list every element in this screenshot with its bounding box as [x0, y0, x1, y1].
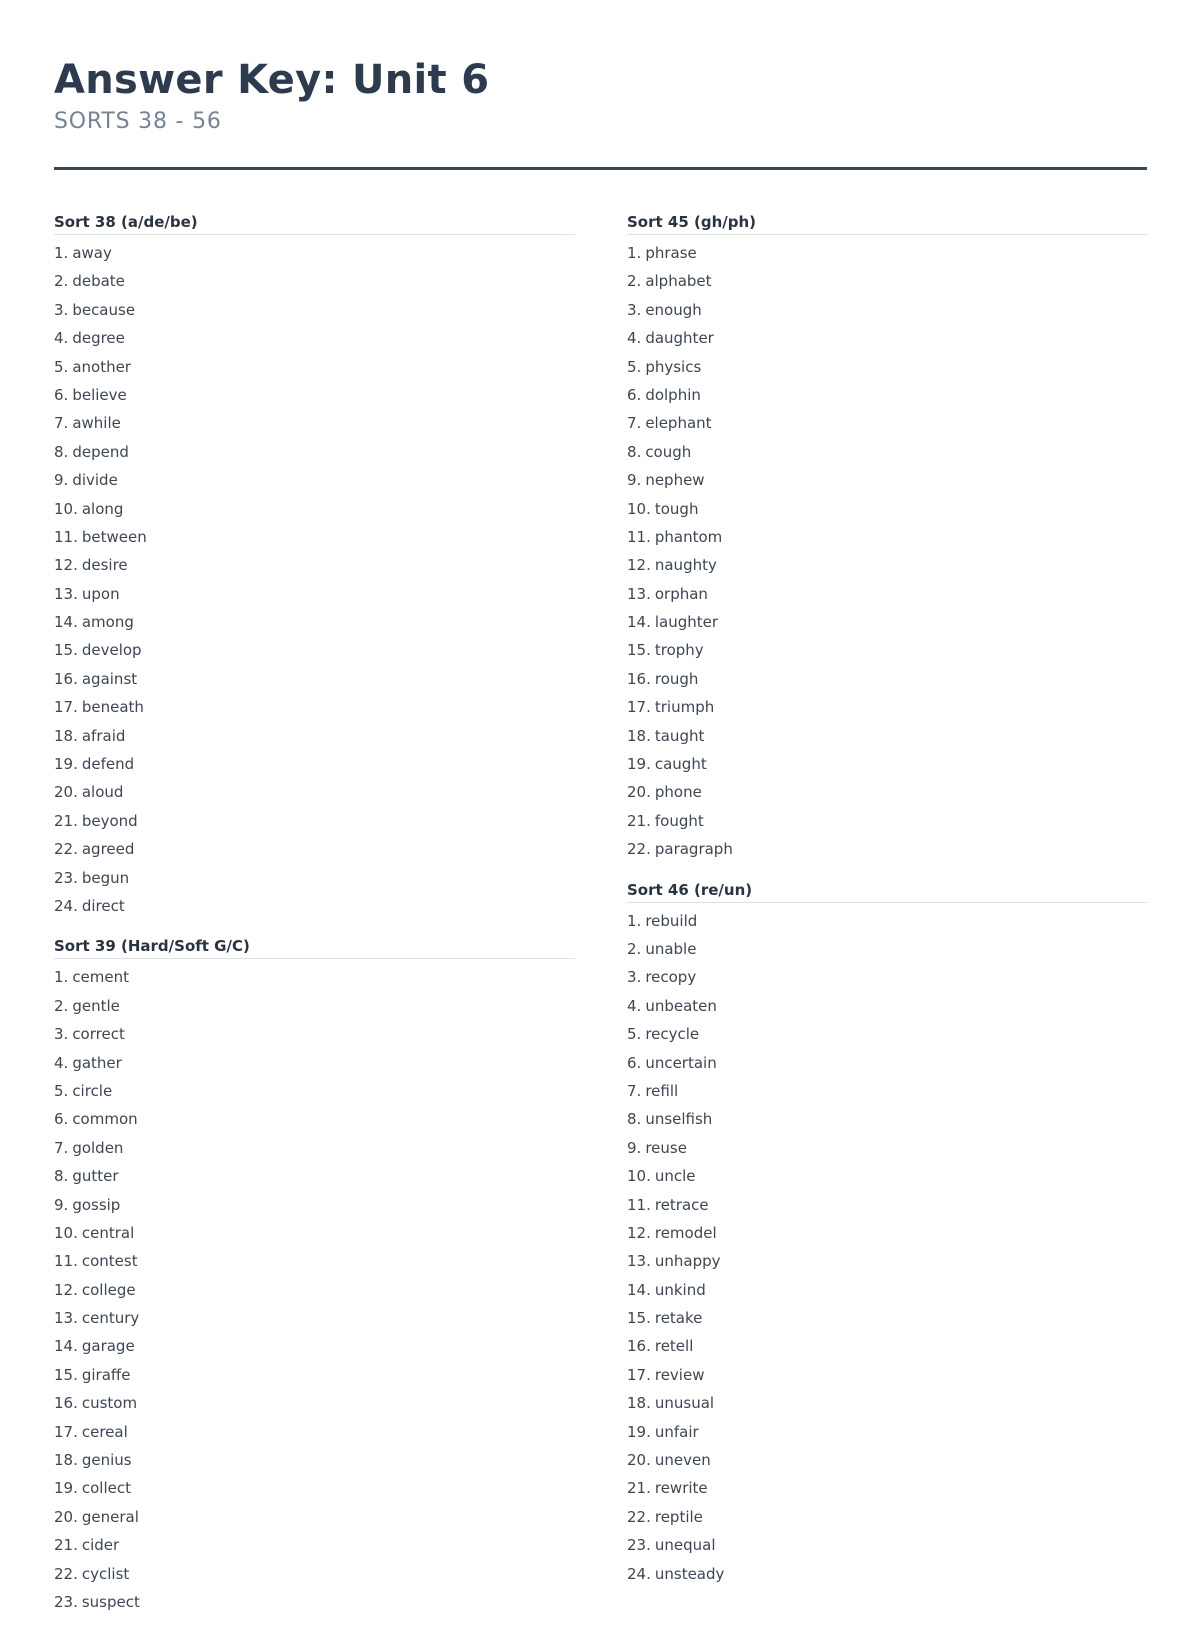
item-word: defend — [81, 755, 135, 774]
item-word: contest — [81, 1252, 138, 1271]
item-word: gossip — [72, 1195, 121, 1214]
item-word: triumph — [654, 698, 715, 717]
item-number: 10. — [54, 499, 78, 518]
list-item — [627, 239, 1148, 267]
header-divider — [54, 167, 1147, 170]
item-word: another — [72, 357, 131, 376]
item-number: 7. — [54, 414, 69, 433]
list-item — [627, 324, 1148, 352]
item-word: believe — [72, 385, 127, 404]
list-item — [627, 1446, 1148, 1474]
answer-key-page — [54, 0, 1147, 1611]
sort-heading: Sort 46 (re/un) — [627, 878, 1148, 903]
item-number: 19. — [627, 1422, 651, 1441]
item-word: rewrite — [654, 1479, 708, 1498]
item-number: 14. — [627, 613, 651, 632]
item-word: common — [72, 1110, 138, 1129]
item-word: gutter — [72, 1167, 119, 1186]
item-number: 13. — [627, 1252, 651, 1271]
item-number: 13. — [54, 584, 78, 603]
list-item — [627, 1020, 1148, 1048]
page-subtitle: SORTS 38 - 56 — [54, 109, 222, 134]
list-item — [54, 807, 575, 835]
list-item — [54, 580, 575, 608]
list-item — [54, 665, 575, 693]
item-word: degree — [72, 329, 125, 348]
item-number: 13. — [54, 1309, 78, 1328]
list-item — [54, 1247, 575, 1275]
item-number: 12. — [54, 1280, 78, 1299]
list-item — [627, 1418, 1148, 1446]
list-item — [627, 636, 1148, 664]
item-word: unhappy — [654, 1252, 721, 1271]
item-number: 22. — [627, 1507, 651, 1526]
item-word: gather — [72, 1053, 122, 1072]
list-item — [54, 1474, 575, 1502]
list-item — [627, 409, 1148, 437]
item-word: upon — [81, 584, 120, 603]
item-word: beneath — [81, 698, 144, 717]
item-word: custom — [81, 1394, 138, 1413]
item-word: debate — [72, 272, 125, 291]
item-number: 11. — [54, 527, 78, 546]
list-item — [54, 239, 575, 267]
item-word: beyond — [81, 811, 138, 830]
item-word: caught — [654, 755, 707, 774]
item-word: develop — [81, 641, 142, 660]
list-item — [54, 466, 575, 494]
item-word: general — [81, 1507, 139, 1526]
item-number: 22. — [54, 840, 78, 859]
item-number: 16. — [54, 1394, 78, 1413]
list-item — [627, 353, 1148, 381]
item-number: 18. — [627, 1394, 651, 1413]
item-number: 1. — [54, 244, 69, 262]
list-item — [54, 267, 575, 295]
list-item — [627, 778, 1148, 806]
list-item — [627, 907, 1148, 935]
item-word: recycle — [645, 1025, 700, 1044]
item-number: 15. — [54, 1365, 78, 1384]
item-number: 22. — [54, 1564, 78, 1583]
item-number: 16. — [627, 669, 651, 688]
list-item — [54, 1049, 575, 1077]
item-number: 6. — [54, 1110, 69, 1129]
left-column — [54, 210, 575, 1630]
list-item — [54, 324, 575, 352]
item-number: 24. — [627, 1564, 651, 1583]
item-number: 10. — [54, 1223, 78, 1242]
list-item — [627, 551, 1148, 579]
item-number: 8. — [54, 442, 69, 461]
item-word: gentle — [72, 996, 120, 1015]
list-item — [627, 1162, 1148, 1190]
list-item — [627, 722, 1148, 750]
item-word: afraid — [81, 726, 126, 745]
list-item — [54, 608, 575, 636]
list-item — [54, 992, 575, 1020]
item-word: review — [654, 1365, 705, 1384]
item-number: 4. — [627, 996, 642, 1015]
list-item — [54, 438, 575, 466]
item-word: against — [81, 669, 138, 688]
item-word: physics — [645, 357, 702, 376]
list-item — [627, 1304, 1148, 1332]
item-number: 20. — [54, 1507, 78, 1526]
item-word: away — [72, 244, 112, 262]
item-number: 2. — [54, 272, 69, 291]
list-item — [627, 267, 1148, 295]
item-number: 18. — [627, 726, 651, 745]
list-item — [54, 1162, 575, 1190]
item-word: laughter — [654, 613, 719, 632]
list-item — [627, 1077, 1148, 1105]
item-word: retrace — [654, 1195, 709, 1214]
item-word: phrase — [645, 244, 697, 262]
item-number: 12. — [627, 1223, 651, 1242]
item-number: 4. — [54, 1053, 69, 1072]
item-number: 5. — [54, 357, 69, 376]
item-number: 22. — [627, 840, 651, 859]
list-item — [54, 1503, 575, 1531]
item-word: paragraph — [654, 840, 733, 859]
item-number: 23. — [54, 868, 78, 887]
item-word: uneven — [654, 1451, 711, 1470]
list-item — [627, 835, 1148, 863]
list-item — [627, 935, 1148, 963]
item-word: unsteady — [654, 1564, 725, 1583]
list-item — [54, 381, 575, 409]
item-word: along — [81, 499, 124, 518]
item-number: 19. — [54, 755, 78, 774]
item-word: tough — [654, 499, 699, 518]
item-number: 20. — [627, 1451, 651, 1470]
item-number: 21. — [54, 811, 78, 830]
list-item — [54, 963, 575, 991]
item-number: 16. — [54, 669, 78, 688]
item-word: circle — [72, 1081, 113, 1100]
item-number: 5. — [54, 1081, 69, 1100]
item-number: 1. — [54, 968, 69, 987]
page-title: Answer Key: Unit 6 — [54, 57, 490, 103]
item-word: unfair — [654, 1422, 699, 1441]
list-item — [54, 1219, 575, 1247]
item-word: divide — [72, 471, 118, 490]
list-item — [627, 1247, 1148, 1275]
item-word: depend — [72, 442, 129, 461]
item-number: 8. — [627, 1110, 642, 1129]
item-number: 24. — [54, 896, 78, 915]
list-item — [54, 835, 575, 863]
item-word: aloud — [81, 783, 124, 802]
item-word: rebuild — [645, 911, 698, 930]
list-item — [54, 1191, 575, 1219]
list-item — [627, 296, 1148, 324]
list-item — [54, 1020, 575, 1048]
item-word: unkind — [654, 1280, 706, 1299]
item-number: 11. — [627, 527, 651, 546]
item-number: 15. — [627, 641, 651, 660]
item-word: reuse — [645, 1138, 687, 1157]
list-item — [627, 1134, 1148, 1162]
item-number: 2. — [627, 939, 642, 958]
list-item — [627, 1560, 1148, 1588]
list-item — [627, 523, 1148, 551]
sort-heading: Sort 39 (Hard/Soft G/C) — [54, 934, 575, 959]
item-word: awhile — [72, 414, 121, 433]
item-number: 5. — [627, 1025, 642, 1044]
item-number: 13. — [627, 584, 651, 603]
item-word: unusual — [654, 1394, 715, 1413]
list-item — [54, 778, 575, 806]
item-word: century — [81, 1309, 140, 1328]
sort-section — [54, 210, 575, 920]
word-list — [54, 959, 575, 1616]
word-list — [54, 235, 575, 920]
list-item — [627, 1219, 1148, 1247]
list-item — [627, 750, 1148, 778]
list-item — [54, 1077, 575, 1105]
list-item — [54, 1276, 575, 1304]
item-word: between — [81, 527, 147, 546]
item-number: 9. — [54, 471, 69, 490]
list-item — [627, 495, 1148, 523]
item-word: alphabet — [645, 272, 712, 291]
item-word: remodel — [654, 1223, 717, 1242]
item-word: correct — [72, 1025, 125, 1044]
list-item — [54, 864, 575, 892]
item-word: cider — [81, 1536, 120, 1555]
item-number: 12. — [627, 556, 651, 575]
item-word: retake — [654, 1309, 703, 1328]
list-item — [627, 807, 1148, 835]
sort-heading: Sort 45 (gh/ph) — [627, 210, 1148, 235]
item-word: unequal — [654, 1536, 716, 1555]
list-item — [54, 1588, 575, 1616]
item-number: 10. — [627, 1167, 651, 1186]
item-number: 3. — [627, 968, 642, 987]
list-item — [627, 665, 1148, 693]
item-word: desire — [81, 556, 128, 575]
list-item — [627, 1276, 1148, 1304]
list-item — [54, 551, 575, 579]
item-word: phone — [654, 783, 702, 802]
item-word: cough — [645, 442, 692, 461]
item-number: 4. — [54, 329, 69, 348]
item-number: 6. — [54, 385, 69, 404]
item-number: 11. — [627, 1195, 651, 1214]
item-number: 20. — [627, 783, 651, 802]
item-number: 14. — [627, 1280, 651, 1299]
item-word: uncle — [654, 1167, 696, 1186]
item-word: because — [72, 300, 136, 319]
item-number: 6. — [627, 385, 642, 404]
list-item — [627, 992, 1148, 1020]
item-word: fought — [654, 811, 704, 830]
item-number: 3. — [54, 300, 69, 319]
item-word: enough — [645, 300, 702, 319]
list-item — [54, 495, 575, 523]
item-number: 5. — [627, 357, 642, 376]
item-word: suspect — [81, 1592, 140, 1611]
item-number: 15. — [54, 641, 78, 660]
item-number: 1. — [627, 244, 642, 262]
item-number: 23. — [54, 1592, 78, 1611]
item-word: nephew — [645, 471, 705, 490]
item-word: uncertain — [645, 1053, 717, 1072]
sort-section — [54, 934, 575, 1616]
list-item — [627, 466, 1148, 494]
list-item — [627, 693, 1148, 721]
item-number: 18. — [54, 726, 78, 745]
item-word: college — [81, 1280, 136, 1299]
item-number: 7. — [54, 1138, 69, 1157]
item-number: 9. — [627, 1138, 642, 1157]
item-number: 6. — [627, 1053, 642, 1072]
list-item — [54, 750, 575, 778]
list-item — [54, 1361, 575, 1389]
item-number: 21. — [627, 811, 651, 830]
item-number: 9. — [54, 1195, 69, 1214]
item-number: 21. — [627, 1479, 651, 1498]
list-item — [627, 963, 1148, 991]
item-word: cyclist — [81, 1564, 130, 1583]
item-number: 7. — [627, 414, 642, 433]
item-number: 9. — [627, 471, 642, 490]
list-item — [54, 1560, 575, 1588]
item-word: orphan — [654, 584, 708, 603]
list-item — [54, 353, 575, 381]
item-number: 21. — [54, 1536, 78, 1555]
item-number: 17. — [627, 1365, 651, 1384]
sort-section — [627, 210, 1148, 864]
list-item — [54, 722, 575, 750]
item-word: daughter — [645, 329, 714, 348]
item-word: reptile — [654, 1507, 703, 1526]
list-item — [54, 296, 575, 324]
item-word: among — [81, 613, 134, 632]
item-word: unselfish — [645, 1110, 713, 1129]
list-item — [627, 608, 1148, 636]
right-column — [627, 210, 1148, 1602]
item-word: unable — [645, 939, 697, 958]
item-word: giraffe — [81, 1365, 131, 1384]
item-word: garage — [81, 1337, 135, 1356]
list-item — [54, 636, 575, 664]
item-number: 19. — [54, 1479, 78, 1498]
item-number: 11. — [54, 1252, 78, 1271]
list-item — [627, 1361, 1148, 1389]
item-number: 18. — [54, 1451, 78, 1470]
item-number: 4. — [627, 329, 642, 348]
item-number: 7. — [627, 1081, 642, 1100]
item-number: 17. — [627, 698, 651, 717]
item-word: dolphin — [645, 385, 701, 404]
item-number: 3. — [54, 1025, 69, 1044]
item-word: cement — [72, 968, 130, 987]
item-word: golden — [72, 1138, 124, 1157]
item-number: 19. — [627, 755, 651, 774]
item-word: central — [81, 1223, 135, 1242]
item-word: refill — [645, 1081, 679, 1100]
list-item — [627, 1105, 1148, 1133]
item-number: 2. — [627, 272, 642, 291]
item-number: 14. — [54, 1337, 78, 1356]
item-word: recopy — [645, 968, 697, 987]
list-item — [627, 1389, 1148, 1417]
item-number: 17. — [54, 698, 78, 717]
list-item — [627, 438, 1148, 466]
item-number: 12. — [54, 556, 78, 575]
list-item — [54, 892, 575, 920]
list-item — [54, 409, 575, 437]
item-number: 3. — [627, 300, 642, 319]
item-word: elephant — [645, 414, 712, 433]
list-item — [54, 1134, 575, 1162]
item-word: direct — [81, 896, 125, 915]
item-number: 8. — [627, 442, 642, 461]
list-item — [627, 1191, 1148, 1219]
item-word: rough — [654, 669, 699, 688]
sort-heading: Sort 38 (a/de/be) — [54, 210, 575, 235]
list-item — [54, 1389, 575, 1417]
item-word: collect — [81, 1479, 131, 1498]
list-item — [54, 1446, 575, 1474]
list-item — [54, 1105, 575, 1133]
word-list — [627, 235, 1148, 864]
item-word: taught — [654, 726, 705, 745]
item-number: 15. — [627, 1309, 651, 1328]
item-number: 16. — [627, 1337, 651, 1356]
item-word: retell — [654, 1337, 694, 1356]
item-number: 10. — [627, 499, 651, 518]
item-word: agreed — [81, 840, 135, 859]
item-number: 1. — [627, 911, 642, 930]
item-word: phantom — [654, 527, 723, 546]
list-item — [627, 1049, 1148, 1077]
sort-section — [627, 878, 1148, 1588]
list-item — [54, 523, 575, 551]
list-item — [54, 1531, 575, 1559]
list-item — [627, 580, 1148, 608]
item-word: unbeaten — [645, 996, 717, 1015]
item-number: 23. — [627, 1536, 651, 1555]
word-list — [627, 903, 1148, 1588]
list-item — [627, 1503, 1148, 1531]
item-number: 14. — [54, 613, 78, 632]
list-item — [54, 1418, 575, 1446]
list-item — [54, 693, 575, 721]
list-item — [54, 1332, 575, 1360]
list-item — [54, 1304, 575, 1332]
item-word: trophy — [654, 641, 704, 660]
item-word: genius — [81, 1451, 132, 1470]
item-number: 17. — [54, 1422, 78, 1441]
list-item — [627, 1332, 1148, 1360]
item-word: begun — [81, 868, 130, 887]
item-number: 8. — [54, 1167, 69, 1186]
item-number: 2. — [54, 996, 69, 1015]
item-word: cereal — [81, 1422, 128, 1441]
list-item — [627, 381, 1148, 409]
list-item — [627, 1531, 1148, 1559]
list-item — [627, 1474, 1148, 1502]
item-number: 20. — [54, 783, 78, 802]
item-word: naughty — [654, 556, 717, 575]
